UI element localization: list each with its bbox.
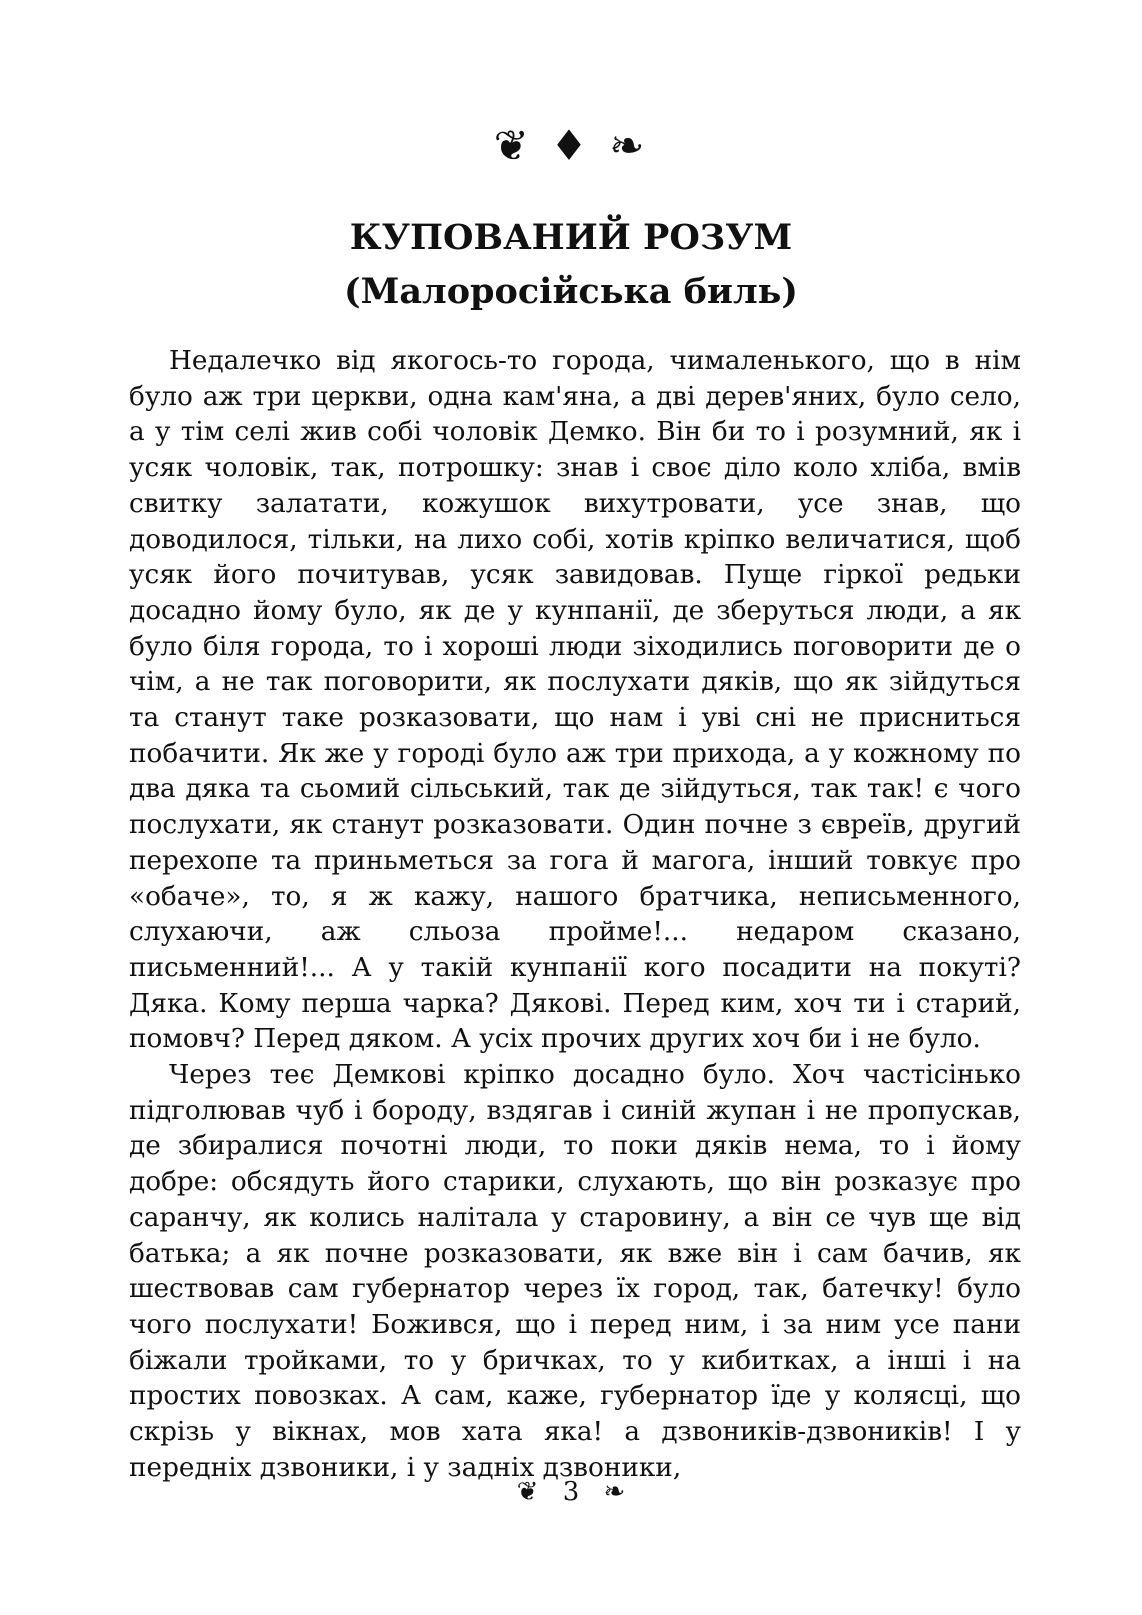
fleuron-left-icon: ❦	[493, 121, 533, 170]
paragraph-1: Недалечко від якогось-то города, чималенького, що в нім було аж три церкви, одна кам'яна, а дві дерев'яних, було село, а у тім селі жив собі чоловік Демко. Він би то і розумний, як і усяк чоловік, так, потрошку: знав і своє діло коло хліба, вмів свитку залатати, кожушок вихутровати, усе знав, що доводилося, тільки, на лихо собі, хотів кріпко величатися, щоб усяк його почитував, усяк завидовав. Пуще гіркої редьки досадно йому було, як де у кунпанії, де зберуться люди, а як було біля города, то і хороші люди зіходились поговорити де о чім, а не так поговорити, як послухати дяків, що як зійдуться та станут таке розказовати, що нам і уві сні не присниться побачити. Як же у городі було аж три прихода, а у кожному по два дяка та сьомий сільський, так де зійдуться, так так! є чого послухати, як станут розказовати. Один почне з євреїв, другий перехопе та приньметься за гога й магога, інший товкує про «обаче», то, я ж кажу, нашого братчика, неписьменного, слухаючи, аж сльоза пройме!... недаром сказано, письменний!... А у такій кунпанії кого посадити на покуті? Дяка. Кому перша чарка? Дякові. Перед ким, хоч ти і старий, помовч? Перед дяком. А усіх прочих других хоч би і не було.	[129, 346, 1021, 1055]
chapter-title	[0, 212, 1142, 320]
body-text	[129, 344, 1021, 1487]
footer-ornament-right-icon: ❧	[603, 1477, 626, 1507]
page-footer	[0, 1472, 1142, 1512]
header-ornament	[0, 118, 1142, 174]
fleuron-right-icon: ❧	[609, 121, 649, 170]
title-main: КУПОВАНИЙ РОЗУМ	[349, 217, 793, 258]
title-subtitle: (Малоросійська биль)	[344, 271, 798, 312]
page-number: 3	[562, 1477, 580, 1507]
paragraph-2: Через теє Демкові кріпко досадно було. Хоч частісінько підголював чуб і бороду, вздягав і синій жупан і не пропускав, де збиралися почотні люди, то поки дяків нема, то і йому добре: обсядуть його старики, слухають, що він розказує про саранчу, як колись налітала у старовину, а він се чув ще від батька; а як почне розказовати, як вже він і сам бачив, як шествовав сам губернатор через їх город, так, батечку! було чого послухати! Божився, що і перед ним, і за ним усе пани біжали тройками, то у бричках, то у кибитках, а інші і на простих повозках. А сам, каже, губернатор їде у колясці, що скрізь у вікнах, мов хата яка! а дзвоників-дзвоників! І у передніх дзвоники, і у задніх дзвоники,	[129, 1060, 1021, 1483]
diamond-icon: ♦	[550, 121, 592, 170]
footer-ornament-left-icon: ❦	[516, 1477, 539, 1507]
